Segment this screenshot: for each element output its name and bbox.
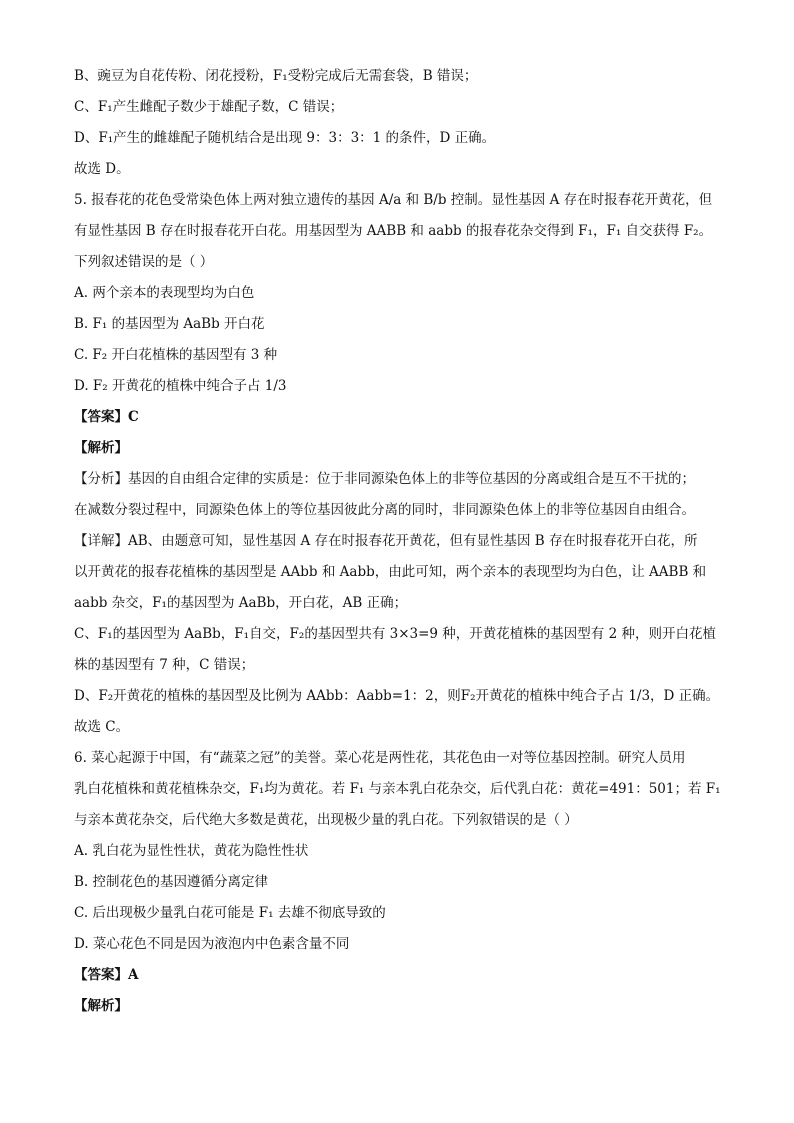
analysis-label: 【解析】 bbox=[74, 998, 128, 1014]
option-d: D. 菜心花色不同是因为液泡内中色素含量不同 bbox=[74, 936, 350, 952]
option-d: D. F₂ 开黄花的植株中纯合子占 1/3 bbox=[74, 378, 287, 394]
explanation-text: 株的基因型有 7 种，C 错误； bbox=[74, 657, 255, 673]
question-stem: 6. 菜心起源于中国，有“蔬菜之冠”的美誉。菜心花是两性花，其花色由一对等位基因控制。研究人员用 bbox=[74, 750, 686, 766]
answer-label: 【答案】C bbox=[74, 409, 139, 425]
analysis-label: 【解析】 bbox=[74, 440, 128, 456]
option-b: B. F₁ 的基因型为 AaBb 开白花 bbox=[74, 316, 265, 332]
text-line: 故选 C。 bbox=[74, 719, 130, 735]
option-a: A. 乳白花为显性性状，黄花为隐性性状 bbox=[74, 843, 309, 859]
option-c: C. 后出现极少量乳白花可能是 F₁ 去雄不彻底导致的 bbox=[74, 905, 386, 921]
text-line: B、豌豆为自花传粉、闭花授粉，F₁受粉完成后无需套袋，B 错误； bbox=[74, 68, 478, 84]
option-b: B. 控制花色的基因遵循分离定律 bbox=[74, 874, 269, 890]
answer-label: 【答案】A bbox=[74, 967, 139, 983]
option-a: A. 两个亲本的表现型均为白色 bbox=[74, 285, 255, 301]
option-c: C. F₂ 开白花植株的基因型有 3 种 bbox=[74, 347, 278, 363]
explanation-text: 【详解】AB、由题意可知，显性基因 A 存在时报春花开黄花，但有显性基因 B 存在时报春花开白花，所 bbox=[74, 533, 698, 549]
explanation-text: 以开黄花的报春花植株的基因型是 AAbb 和 Aabb，由此可知，两个亲本的表现型均为白色，让 AABB 和 bbox=[74, 564, 707, 580]
explanation-text: D、F₂开黄花的植株的基因型及比例为 AAbb：Aabb=1：2，则F₂开黄花的植株中纯合子占 1/3，D 正确。 bbox=[74, 688, 720, 704]
analysis-text: 【分析】基因的自由组合定律的实质是：位于非同源染色体上的非等位基因的分离或组合是互不干扰的； bbox=[74, 471, 695, 487]
question-stem: 5. 报春花的花色受常染色体上两对独立遗传的基因 A/a 和 B/b 控制。显性基因 A 存在时报春花开黄花，但 bbox=[74, 192, 713, 208]
text-line: 故选 D。 bbox=[74, 161, 130, 177]
question-stem: 下列叙述错误的是（ ） bbox=[74, 254, 214, 270]
explanation-text: C、F₁的基因型为 AaBb，F₁自交，F₂的基因型共有 3×3=9 种，开黄花植株的基因型有 2 种，则开白花植 bbox=[74, 626, 716, 642]
question-stem: 乳白花植株和黄花植株杂交，F₁均为黄花。若 F₁ 与亲本乳白花杂交，后代乳白花：黄花=491：501；若 F₁ bbox=[74, 781, 721, 797]
text-line: C、F₁产生雌配子数少于雄配子数，C 错误； bbox=[74, 99, 344, 115]
question-stem: 与亲本黄花杂交，后代绝大多数是黄花，出现极少量的乳白花。下列叙错误的是（ ） bbox=[74, 812, 578, 828]
question-stem: 有显性基因 B 存在时报春花开白花。用基因型为 AABB 和 aabb 的报春花杂交得到 F₁，F₁ 自交获得 F₂。 bbox=[74, 223, 713, 239]
text-line: D、F₁产生的雌雄配子随机结合是出现 9：3：3：1 的条件，D 正确。 bbox=[74, 130, 496, 146]
analysis-text: 在减数分裂过程中，同源染色体上的等位基因彼此分离的同时，非同源染色体上的非等位基因自由组合。 bbox=[74, 502, 695, 518]
explanation-text: aabb 杂交，F₁的基因型为 AaBb，开白花，AB 正确； bbox=[74, 595, 408, 611]
